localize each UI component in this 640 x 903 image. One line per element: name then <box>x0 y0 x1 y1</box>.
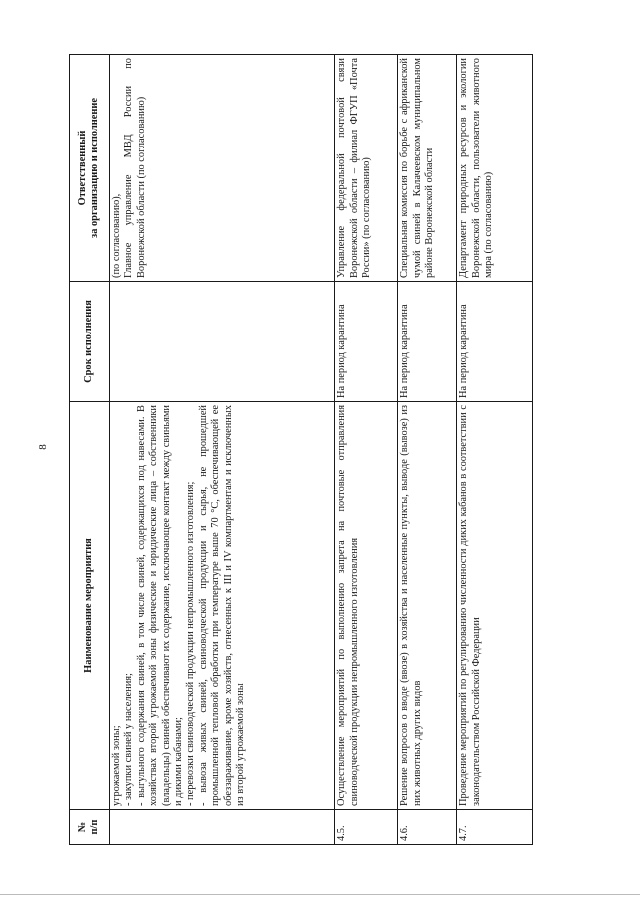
page-number: 8 <box>36 444 49 450</box>
row-num <box>109 810 335 845</box>
row-responsible-line: (по согласованию), <box>110 193 122 278</box>
row-responsible <box>398 55 457 282</box>
row-responsible <box>457 55 533 282</box>
table-container <box>69 55 533 845</box>
row-term: На период карантина <box>398 282 457 402</box>
measures-table <box>69 54 533 845</box>
table-header-row <box>70 55 110 845</box>
row-responsible <box>109 55 335 282</box>
row-term: На период карантина <box>457 282 533 402</box>
row-name <box>398 402 457 810</box>
row-name-line: Проведение мероприятий по регулированию численности диких кабанов в соответствии с законодательством Российской Федерации <box>458 405 482 806</box>
row-name-line: - закупки свиней у населения; <box>123 673 135 806</box>
row-name-line: - вывоза живых свиней, свиноводческой продукции и сырья, не прошедшей промышленной тепловой обработки при температуре выше 70 °С, обеспечивающей ее обеззараживание, кроме хозяйств, отнесенных к III и IV компартментам и исключенных из второй угрожаемой зоны <box>197 405 247 806</box>
table-row <box>398 55 457 845</box>
row-responsible-line: Департамент природных ресурсов и экологии Воронежской области, пользователи животного мира (по согласованию) <box>458 58 495 278</box>
row-name <box>109 402 335 810</box>
page-bottom-rule <box>0 894 640 895</box>
table-row <box>457 55 533 845</box>
row-num: 4.5. <box>335 810 398 845</box>
row-responsible <box>335 55 398 282</box>
row-name-line: - перевозки свиноводческой продукции непромышленного изготовления; <box>185 481 197 806</box>
row-name-line: - выгульного содержания свиней, в том числе свиней, содержащихся под навесами. В хозяйствах второй угрожаемой зоны физические и юридические лица – собственники (владельцы) свиней обеспечивают их содержание, исключающее контакт между свиньями и дикими кабанами; <box>135 405 184 806</box>
row-num: 4.6. <box>398 810 457 845</box>
row-responsible-line: Главное управление МВД России по Воронежской области (по согласованию) <box>123 58 147 278</box>
row-term <box>109 282 335 402</box>
row-name <box>335 402 398 810</box>
row-name-line: угрожаемой зоны; <box>110 725 122 806</box>
header-num: № п/п <box>70 810 110 845</box>
header-name: Наименование мероприятия <box>70 402 110 810</box>
header-responsible: Ответственный за организацию и исполнение <box>70 55 110 282</box>
table-row <box>109 55 335 845</box>
row-name <box>457 402 533 810</box>
row-term: На период карантина <box>335 282 398 402</box>
row-responsible-line: Управление федеральной почтовой связи Воронежской области – филиал ФГУП «Почта России» (по согласованию) <box>336 58 373 278</box>
header-term: Срок исполнения <box>70 282 110 402</box>
table-row <box>335 55 398 845</box>
row-name-line: Осуществление мероприятий по выполнению запрета на почтовые отправления свиноводческой продукции непромышленного изготовления <box>336 405 360 806</box>
row-name-line: Решение вопросов о вводе (ввозе) в хозяйства и населенные пункты, выводе (вывозе) из них животных других видов <box>399 405 423 806</box>
row-responsible-line: Специальная комиссия по борьбе с африканской чумой свиней в Калачеевском муниципальном районе Воронежской области <box>399 58 436 278</box>
row-num: 4.7. <box>457 810 533 845</box>
